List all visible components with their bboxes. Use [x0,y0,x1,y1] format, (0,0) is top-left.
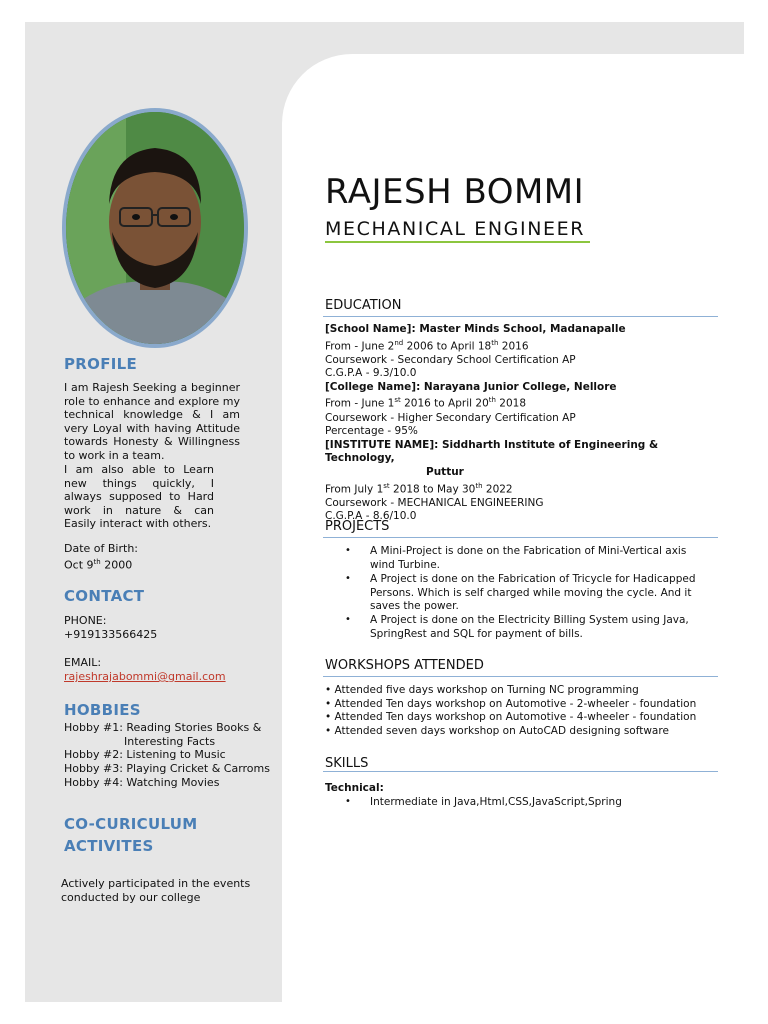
workshop-item: • Attended five days workshop on Turning NC programming [325,684,639,696]
candidate-name: RAJESH BOMMI [325,172,585,212]
email-link[interactable]: rajeshrajabommi@gmail.com [64,670,226,683]
candidate-role: MECHANICAL ENGINEER [325,218,586,240]
workshops-heading: WORKSHOPS ATTENDED [325,658,484,673]
hobby-item: Hobby #3: Playing Cricket & Carroms [64,762,270,775]
skills-heading: SKILLS [325,756,369,771]
school-line [325,323,720,337]
project-item: A Mini-Project is done on the Fabrication of Mini-Vertical axis wind Turbine. [370,545,687,571]
school-dates [325,337,720,354]
project-item: A Project is done on the Fabrication of Tricycle for Hadicapped Persons. Which is self charged while moving the cycle. And it saves the power. [370,573,696,613]
date-text: 2006 to April 18 [403,340,492,353]
profile-heading: PROFILE [64,355,138,373]
dob-suffix: th [93,558,101,566]
role-underline [325,241,590,243]
profile-photo [66,112,244,344]
date-text: 2018 to May 30 [389,483,476,496]
cocurricular-text: Actively participated in the events [61,877,251,890]
date-text: 2022 [482,483,513,496]
college-label: [College Name]: [325,380,421,393]
phone-value: +919133566425 [64,628,158,641]
date-text: From July 1 [325,483,384,496]
projects-divider [323,537,718,538]
email-label: EMAIL: [64,656,102,669]
workshops-list [325,684,720,738]
institute-name: Siddharth Institute of Engineering & Technology, [325,438,659,465]
bullet-icon: • [345,573,351,584]
project-item: A Project is done on the Electricity Billing System using Java, SpringRest and SQL for payment of bills. [370,614,689,640]
date-text: From - June 1 [325,397,395,410]
cocurricular-text: conducted by our college [61,891,201,904]
institute-line [325,439,720,466]
college-line [325,381,720,395]
dob-year: 2000 [100,558,133,572]
skills-divider [323,771,718,772]
college-dates [325,394,720,411]
education-heading: EDUCATION [325,298,402,313]
hobby-item: Hobby #4: Watching Movies [64,776,220,789]
date-text: 2018 [495,397,527,410]
date-sup: th [491,338,499,347]
skill-item: Intermediate in Java,Html,CSS,JavaScript,Spring [370,796,622,808]
school-coursework: Coursework - Secondary School Certification AP [325,353,576,366]
contact-heading: CONTACT [64,587,145,605]
institute-cgpa: C.G.P.A - 8.6/10.0 [325,510,417,523]
institute-city: Puttur [426,465,464,478]
workshop-item: • Attended seven days workshop on AutoCAD designing software [325,724,669,737]
date-text: From - June 2 [325,340,395,353]
cocurricular-heading-2: ACTIVITES [64,837,154,855]
hobbies-heading: HOBBIES [64,701,141,719]
dob-value [64,556,132,572]
date-sup: th [488,396,496,405]
bullet-icon: • [345,545,351,556]
technical-label: Technical: [325,782,384,794]
education-divider [323,316,718,317]
workshop-item: • Attended Ten days workshop on Automotive - 4-wheeler - foundation [325,711,697,724]
date-sup: th [475,481,483,490]
person-photo-illustration [66,112,244,344]
profile-photo-frame [62,108,248,348]
date-sup: st [394,396,401,405]
date-sup: st [383,481,390,490]
date-sup: nd [394,338,404,347]
college-coursework: Coursework - Higher Secondary Certification AP [325,411,576,424]
dob-label: Date of Birth: [64,542,139,555]
institute-coursework: Coursework - MECHANICAL ENGINEERING [325,496,544,509]
college-percentage: Percentage - 95% [325,425,418,438]
institute-city-line [325,466,720,480]
bullet-icon: • [345,614,351,625]
hobby-item: Hobby #1: Reading Stories Books & [64,721,262,734]
institute-dates [325,480,720,497]
bullet-icon: • [345,796,351,807]
phone-label: PHONE: [64,614,107,627]
profile-text-2: I am also able to Learn new things quickly, I always supposed to Hard work in nature & can Easily interact with others. [64,463,214,531]
school-name: Master Minds School, Madanapalle [415,323,626,335]
workshop-item: • Attended Ten days workshop on Automotive - 2-wheeler - foundation [325,697,697,710]
workshops-divider [323,676,718,677]
school-cgpa: C.G.P.A - 9.3/10.0 [325,367,417,380]
institute-label: [INSTITUTE NAME]: [325,438,439,451]
date-text: 2016 to April 20 [400,397,489,410]
school-label: [School Name]: [325,323,416,335]
profile-text-1: I am Rajesh Seeking a beginner role to enhance and explore my technical knowledge & I am very Loyal with having Attitude towards Honesty & Willingness to work in a team. [64,381,240,462]
date-text: 2016 [498,340,529,353]
dob-day: Oct 9 [64,558,94,572]
projects-heading: PROJECTS [325,519,390,534]
cocurricular-heading-1: CO-CURICULUM [64,815,198,833]
education-body [325,323,720,524]
college-name: Narayana Junior College, Nellore [420,380,617,393]
skills-technical-label [325,782,720,796]
hobby-item: Interesting Facts [124,735,216,748]
hobby-item: Hobby #2: Listening to Music [64,748,226,761]
